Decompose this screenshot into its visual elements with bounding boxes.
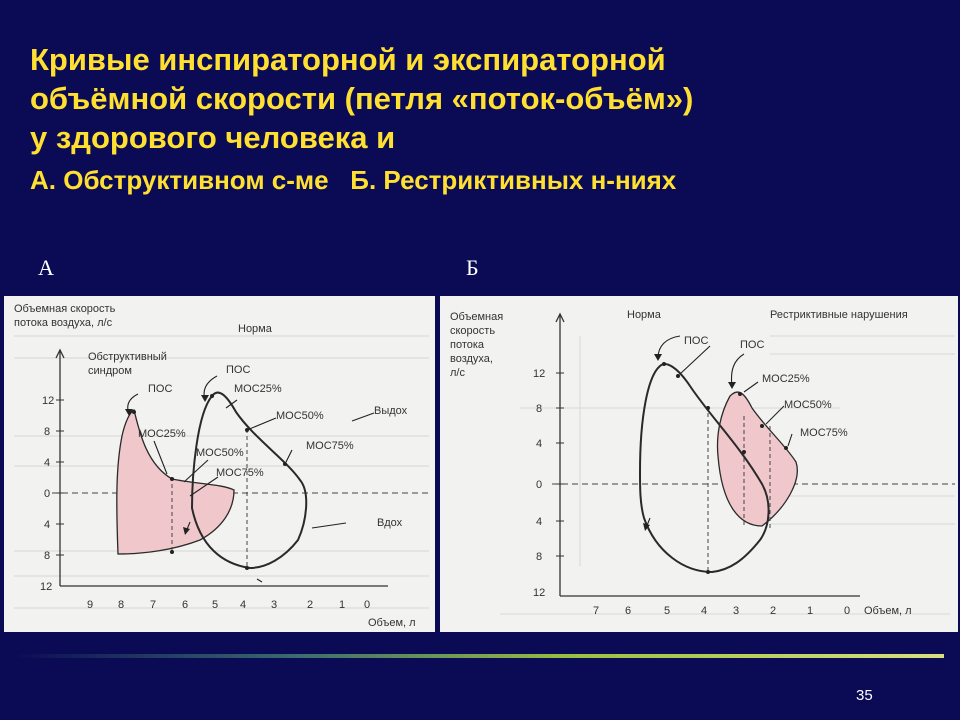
a-norm-label: Норма <box>238 323 272 335</box>
a-xtick: 1 <box>339 599 346 611</box>
panel-a-svg <box>4 296 435 632</box>
b-ytick: 12 <box>533 368 546 380</box>
a-ylabel-1: Объемная скорость <box>14 303 116 315</box>
a-mos25-right-label: МОС25% <box>234 383 282 395</box>
panel-b-letter: Б <box>466 255 479 280</box>
a-obstr-label-1: Обструктивный <box>88 351 167 363</box>
b-ylabel-5: л/с <box>450 367 465 379</box>
a-mos-dot <box>170 550 174 554</box>
b-mos-dot <box>706 570 710 574</box>
b-ytick: 4 <box>536 438 543 450</box>
a-ylabel-2: потока воздуха, л/с <box>14 317 113 329</box>
slide-title <box>30 40 940 200</box>
b-mos50-label: МОС50% <box>784 399 832 411</box>
title-line-2: объёмной скорости (петля «поток-объём») <box>30 81 694 116</box>
footer-divider <box>14 654 944 658</box>
b-ylabel-3: потока <box>450 339 485 351</box>
b-ylabel-2: скорость <box>450 325 496 337</box>
b-pos-norm-dot <box>662 362 666 366</box>
b-xtick: 6 <box>625 605 632 617</box>
a-xtick: 5 <box>212 599 219 611</box>
a-xtick: 0 <box>364 599 371 611</box>
b-mos-dot <box>676 374 680 378</box>
b-pos-restr-dot <box>738 392 742 396</box>
a-xlabel: Объем, л <box>368 617 416 629</box>
title-line-1: Кривые инспираторной и экспираторной <box>30 42 666 77</box>
a-ytick: 4 <box>44 457 51 469</box>
b-mos-dot <box>760 424 764 428</box>
a-mos75-right-label: МОС75% <box>306 440 354 452</box>
subtitle-b: Б. Рестриктивных н-ниях <box>350 165 677 195</box>
a-exhale-label: Выдох <box>374 405 408 417</box>
a-mos-dot <box>245 566 249 570</box>
b-restr-label: Рестриктивные нарушения <box>770 309 908 321</box>
b-mos-dot <box>784 446 788 450</box>
b-ylabel-4: воздуха, <box>450 353 493 365</box>
page-number: 35 <box>856 687 873 704</box>
b-ytick: 8 <box>536 551 543 563</box>
b-mos-dot <box>706 406 710 410</box>
a-mos75-center-label: МОС75% <box>216 467 264 479</box>
a-xtick: 2 <box>307 599 314 611</box>
a-ytick: 12 <box>40 581 53 593</box>
a-mos-dot <box>283 462 287 466</box>
b-norm-label: Норма <box>627 309 661 321</box>
panel-a-letter: А <box>38 255 54 280</box>
a-xtick: 6 <box>182 599 189 611</box>
a-ytick: 12 <box>42 395 55 407</box>
a-ytick: 0 <box>44 488 51 500</box>
a-obstr-label-2: синдром <box>88 365 132 377</box>
subtitle-a: А. Обструктивном с-ме <box>30 165 329 195</box>
a-pos-norm-dot <box>210 394 214 398</box>
b-ytick: 8 <box>536 403 543 415</box>
a-xtick: 8 <box>118 599 125 611</box>
title-subtitle <box>30 161 940 200</box>
panel-b-diagram <box>440 296 958 632</box>
b-xtick: 3 <box>733 605 740 617</box>
a-xtick: 7 <box>150 599 157 611</box>
b-arrowhead <box>654 354 662 361</box>
b-pos-left-label: ПОС <box>684 335 709 347</box>
b-xlabel: Объем, л <box>864 605 912 617</box>
a-mos50-center-label: МОС50% <box>196 447 244 459</box>
b-ylabel-1: Объемная <box>450 311 504 323</box>
b-ytick: 4 <box>536 516 543 528</box>
a-ytick: 8 <box>44 426 51 438</box>
a-ytick: 4 <box>44 519 51 531</box>
a-mos-dot <box>170 477 174 481</box>
panel-a-diagram <box>4 296 435 632</box>
b-mos75-label: МОС75% <box>800 427 848 439</box>
a-inhale-label: Вдох <box>377 517 403 529</box>
b-xtick: 4 <box>701 605 708 617</box>
a-pos-obstr-dot <box>132 410 136 414</box>
b-xtick: 7 <box>593 605 600 617</box>
a-xtick: 3 <box>271 599 278 611</box>
b-ytick: 12 <box>533 587 546 599</box>
a-xtick: 4 <box>240 599 247 611</box>
a-pos-right-label: ПОС <box>226 364 251 376</box>
b-pos-right-label: ПОС <box>740 339 765 351</box>
b-xtick: 0 <box>844 605 851 617</box>
a-xtick: 9 <box>87 599 94 611</box>
b-mos-dot <box>742 450 746 454</box>
panel-b-svg <box>440 296 958 632</box>
a-pos-left-label: ПОС <box>148 383 173 395</box>
b-xtick: 1 <box>807 605 814 617</box>
b-arrowhead <box>728 382 736 389</box>
title-line-3: у здорового человека и <box>30 120 396 155</box>
b-xtick: 5 <box>664 605 671 617</box>
restrictive-loop <box>718 392 798 526</box>
b-ytick: 0 <box>536 479 543 491</box>
a-ytick: 8 <box>44 550 51 562</box>
a-mos25-left-label: МОС25% <box>138 428 186 440</box>
b-xtick: 2 <box>770 605 777 617</box>
b-mos25-label: МОС25% <box>762 373 810 385</box>
a-mos50-right-label: МОС50% <box>276 410 324 422</box>
